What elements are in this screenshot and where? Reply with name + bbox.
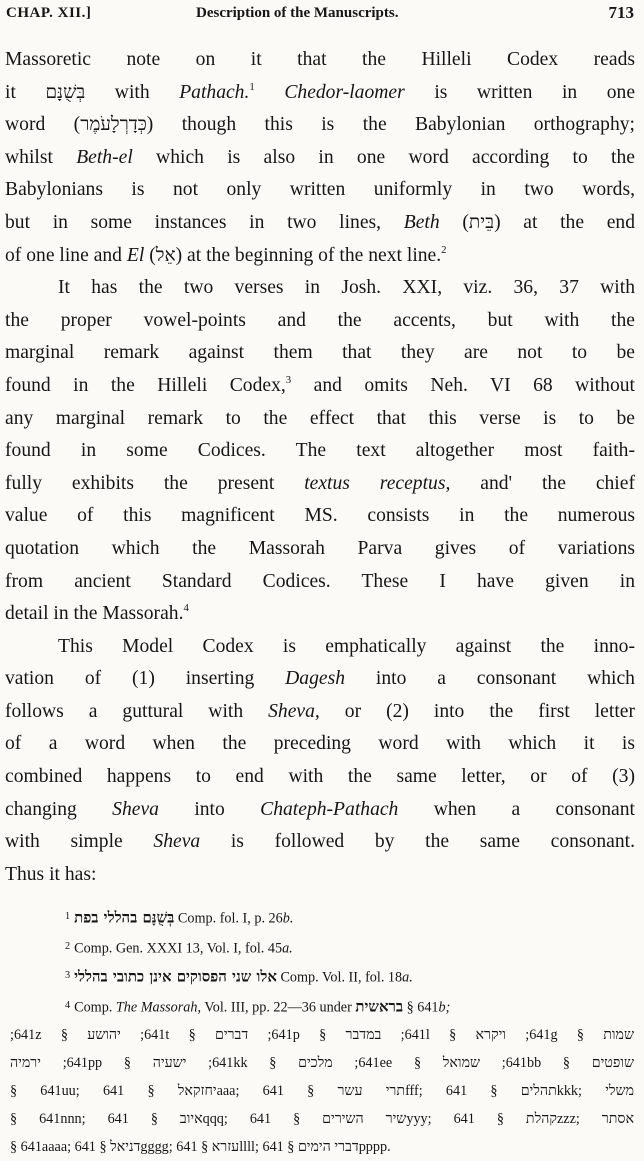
text-line: quotation which the Massorah Parva gives of variations bbox=[5, 537, 635, 559]
text-line: the proper vowel-points and the accents, but with the bbox=[5, 309, 635, 331]
footnote-3: $^3$ אלו שני הפסוקים אינן כתובי בהללי Comp. Vol. II, fol. 18a. bbox=[65, 967, 413, 986]
text-line: Babylonians is not only written uniformly in two words, bbox=[5, 179, 635, 201]
footnotes bbox=[10, 903, 634, 1161]
text-line: changing Sheva into Chateph-Pathach when a consonant bbox=[5, 798, 635, 820]
text-line: word (כְּדָרְלָעֹמֶר) though this is the Babylonian orthography; bbox=[5, 114, 635, 136]
footnote-4-line: § 641uu; יחזקאל § 641aaa; תרי עשר § 641fff; תהלים § 641kkk; משלי bbox=[10, 1083, 634, 1100]
text-line: any marginal remark to the effect that this verse is to be bbox=[5, 407, 635, 429]
text-line: of a word when the preceding word with which it is bbox=[5, 733, 635, 755]
footnote-4-line: שמות § 641g; ויקרא § 641l; במדבר § 641p; דברים § 641t; יהושע § 641z; bbox=[10, 1027, 634, 1044]
footnote-4-line: § 641nnn; איוב § 641qqq; שיר השירים § 641yyy; קהלת § 641zzz; אסתר bbox=[10, 1111, 635, 1128]
text-line: value of this magnificent MS. consists in the numerous bbox=[5, 505, 635, 527]
text-line: detail in the Massorah.$^4$ bbox=[5, 602, 189, 625]
text-line: Massoretic note on it that the Hilleli Codex reads bbox=[5, 49, 635, 70]
body-text bbox=[5, 44, 635, 891]
hebrew-word: כְּדָרְלָעֹמֶר bbox=[80, 114, 147, 136]
footnote-2: $^2$ Comp. Gen. XXXI 13, Vol. I, fol. 45a. bbox=[65, 940, 293, 957]
footnote-1: $^1$ בְּשֻׁנָּם בהללי בפת Comp. fol. I, p. 26b. bbox=[65, 908, 294, 927]
text-line: whilst Beth-el which is also in one word according to the bbox=[5, 146, 635, 168]
footnote-4-line: § 641aaaa; דניאל § 641gggg; עזרא § 641llll; דברי הימים § 641pppp. bbox=[10, 1139, 391, 1156]
footnote-ref: 3 bbox=[285, 373, 292, 386]
running-head bbox=[6, 3, 634, 27]
text-line: This Model Codex is emphatically against the inno- bbox=[58, 635, 635, 657]
footnote-ref: 2 bbox=[441, 243, 447, 256]
text-line: but in some instances in two lines, Beth (בֵּית) at the end bbox=[5, 211, 636, 233]
text-line: combined happens to end with the same letter, or of (3) bbox=[5, 766, 635, 788]
hebrew-word: אֵל bbox=[155, 244, 176, 266]
hebrew-word: בֵּית bbox=[468, 211, 495, 233]
text-line: follows a guttural with Sheva, or (2) into the first letter bbox=[5, 700, 635, 722]
page-number: 713 bbox=[608, 3, 634, 22]
text-line: vation of (1) inserting Dagesh into a consonant which bbox=[5, 668, 635, 690]
chapter-label: CHAP. XII.] bbox=[6, 5, 92, 21]
footnote-ref: 4 bbox=[183, 602, 189, 615]
text-line: Thus it has: bbox=[5, 863, 97, 885]
footnote-4: $^4$ Comp. The Massorah, Vol. III, pp. 22—36 under בראשית § 641b; bbox=[65, 997, 451, 1016]
text-line: fully exhibits the present textus receptus, and' the chief bbox=[5, 472, 635, 494]
footnote-4-line: שופטים § 641bb; שמואל § 641ee; מלכים § 641kk; ישעיה § 641pp; ירמיה bbox=[10, 1055, 634, 1072]
text-line: It has the two verses in Josh. XXI, viz. 36, 37 with bbox=[58, 277, 635, 299]
text-line: with simple Sheva is followed by the same consonant. bbox=[5, 831, 635, 853]
running-title: Description of the Manuscripts. bbox=[196, 5, 399, 21]
footnote-ref: 1 bbox=[249, 80, 255, 93]
hebrew-word: בְּשֻׁנָּם bbox=[45, 81, 86, 103]
text-line: marginal remark against them that they are not to be bbox=[5, 342, 635, 364]
text-line: it בְּשֻׁנָּם with Pathach.$^1$ Chedor-laomer is written in one bbox=[5, 80, 636, 103]
text-line: found in the Hilleli Codex,$^3$ and omits Neh. VI 68 without bbox=[5, 373, 635, 396]
text-line: from ancient Standard Codices. These I have given in bbox=[5, 570, 635, 592]
text-line: of one line and El (אֵל) at the beginning of the next line.$^2$ bbox=[5, 243, 447, 266]
text-line: found in some Codices. The text altogether most faith- bbox=[5, 440, 635, 462]
